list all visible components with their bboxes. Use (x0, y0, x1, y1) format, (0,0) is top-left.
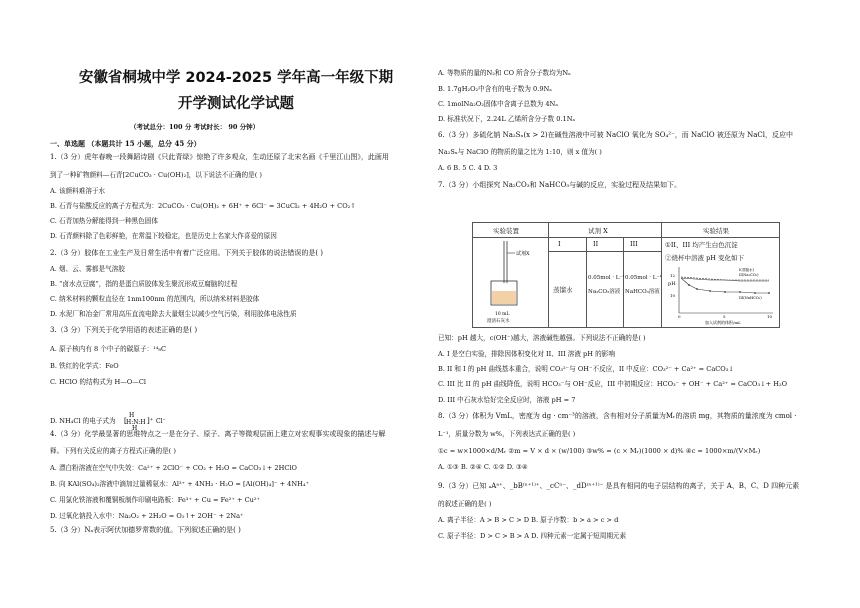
ph-chart (665, 263, 777, 325)
curve-iii-points (688, 284, 770, 294)
question-8-stem: 8.（3 分）体积为 VmL，密度为 dg · cm⁻³的溶液，含有相对分子质量为Mᵣ的溶质 mg，其物质的量浓度为 cmol · (438, 412, 797, 420)
apparatus-label-volume: 10 mL (495, 312, 510, 317)
question-1-stem: 1.（3 分）虎年春晚一段舞蹈诗剧《只此青绿》惊艳了许多观众，生动还原了北宋名画《千里江山图》，此画用 (50, 153, 389, 161)
legend-i: I(蒸馏水) (739, 268, 755, 272)
table-header-reagent: 试剂 X (588, 227, 608, 235)
q1-option-b: B. 石青与盐酸反应的离子方程式为：2CuCO₃ · Cu(OH)₂ + 6H⁺ + 6Cl⁻ = 3CuCl₂ + 4H₂O + CO₂↑ (50, 202, 356, 210)
apparatus-label-limewater: 澄清石灰水 (487, 319, 510, 324)
curve-i (681, 277, 769, 280)
q2-option-d: D. 水泥厂和冶金厂常用高压直流电除去大量烟尘以减少空气污染，利用胶体电泳性质 (50, 310, 297, 318)
q5-option-b: B. 1.7gH₂O₂中含有的电子数为 0.9Nₐ (438, 85, 552, 93)
q3-option-c: C. HClO 的结构式为 H—O—Cl (50, 378, 146, 386)
q7-option-b: B. II 和 I 的 pH 曲线基本重合，说明 CO₃²⁻与 OH⁻不反应，II 中反应：CO₃²⁻ + Ca²⁺ = CaCO₃↓ (438, 365, 734, 373)
q7-option-d: D. III 中石灰水恰好完全反应时，溶液 pH = 7 (438, 396, 576, 404)
x-axis-label: 加入试剂的体积/mL (705, 320, 741, 325)
q8-expressions: ①c = w×1000×d/Mᵣ ②m = V × d × (w/100) ③w% = (c × Mᵣ)(1000 × d)% ④c = 1000×m/(V×Mᵣ) (438, 447, 761, 455)
question-4-stem-cont: 释。下列有关反应的离子方程式正确的是( ) (50, 447, 176, 455)
curve-ii (681, 278, 769, 281)
svg-text:Cl⁻: Cl⁻ (155, 418, 166, 425)
q5-option-d: D. 标准状况下，2.24L 乙烯所含分子数 0.1Nₐ (438, 115, 576, 123)
question-6-stem-cont: Na₂Sₓ与 NaClO 的物质的量之比为 1:10，则 x 值为( ) (438, 148, 602, 156)
question-9-stem-cont: 的叙述正确的是( ) (438, 500, 492, 508)
q3-option-b: B. 铁红的化学式：FeO (50, 362, 119, 370)
x-tick-10: 10 (767, 314, 773, 319)
question-7-stem: 7.（3 分）小组探究 Na₂CO₃和 NaHCO₃与碱的反应，实验过程及结果如下。 (438, 181, 682, 189)
q7-option-c: C. III 比 II 的 pH 曲线降低，说明 HCO₃⁻与 OH⁻反应，III 中初期反应：HCO₃⁻ + OH⁻ + Ca²⁺ = CaCO₃↓+ H₂O (438, 380, 788, 388)
q6-options: A. 6 B. 5 C. 4 D. 3 (438, 164, 498, 172)
q4-option-d: D. 过氧化钠投入水中：Na₂O₂ + 2H₂O = O₂↑+ 2OH⁻ + 2Na⁺ (50, 512, 244, 520)
table-subheader-i: I (558, 240, 561, 248)
exam-title-line2: 开学测试化学试题 (178, 96, 294, 112)
q1-option-c: C. 石青加热分解能得到一种黑色固体 (50, 217, 158, 225)
q1-option-d: D. 石青颜料除了色彩鲜艳，在常温下较稳定，也是历史上名家大作喜爱的原因 (50, 232, 277, 240)
table-subheader-ii: II (593, 240, 599, 248)
q2-option-c: C. 纳米材料的颗粒直径在 1nm100nm 的范围内，所以纳米材料是胶体 (50, 295, 260, 303)
question-4-stem: 4.（3 分）化学最显著的思维特点之一是在分子、原子、离子等微观层面上建立对宏观事实或现象的描述与解 (50, 430, 386, 438)
question-9-stem: 9.（3 分）已知 ₐAᵃ⁺、_bB⁽ⁿ⁺¹⁾⁺、_cCⁿ⁻、_dD⁽ⁿ⁺¹⁾⁻ 是具有相同的电子层结构的离子，关于 A、B、C、D 四种元素 (438, 482, 800, 490)
q1-option-a: A. 该颜料难溶于水 (50, 187, 106, 195)
table-subheader-iii: III (630, 240, 638, 248)
experiment-table (472, 222, 780, 328)
q5-option-c: C. 1molNa₂O₂固体中含离子总数为 4Nₐ (438, 100, 558, 108)
q3-option-a: A. 原子核内有 8 个中子的碳原子：¹⁴₈C (50, 345, 167, 353)
table-header-apparatus: 实验装置 (493, 227, 519, 235)
legend-ii: II(Na₂CO₃) (739, 273, 759, 277)
y-tick-12: 12 (670, 273, 676, 278)
svg-text:H: H (128, 412, 134, 419)
question-8-stem-cont: L⁻¹，质量分数为 w%，下列表达式正确的是( ) (438, 430, 576, 438)
q3-option-d-text: D. NH₄Cl 的电子式为 (50, 417, 116, 425)
svg-text:]⁺: ]⁺ (146, 417, 154, 425)
svg-text:H: H (131, 425, 137, 431)
x-tick-0: 0 (678, 314, 681, 319)
q4-option-b: B. 向 KAl(SO₄)₂溶液中滴加过量稀氨水：Al³⁺ + 4NH₃ · H₂O = [Al(OH)₄]⁻ + 4NH₄⁺ (50, 480, 310, 488)
svg-text:[: [ (123, 417, 127, 425)
table-header-result: 实验结果 (703, 227, 729, 235)
q4-option-a: A. 漂白粉溶液在空气中失效：Ca²⁺ + 2ClO⁻ + CO₂ + H₂O = CaCO₃↓+ 2HClO (50, 464, 297, 472)
question-6-stem: 6.（3 分）多硫化钠 Na₂Sₓ(x > 2)在碱性溶液中可被 NaClO 氧化为 SO₄²⁻，而 NaClO 被还原为 NaCl，反应中 (438, 131, 793, 139)
q2-option-a: A. 烟、云、雾都是气溶胶 (50, 265, 125, 273)
result-1: ①II、III 均产生白色沉淀 (665, 241, 738, 249)
y-tick-10: 10 (670, 293, 676, 298)
x-tick-5: 5 (723, 314, 726, 319)
question-2-stem: 2.（3 分）胶体在工业生产及日常生活中有着广泛应用。下列关于胶体的说法错误的是( ) (50, 249, 324, 257)
q9-options-ab: A. 离子半径：A > B > C > D B. 原子序数：b > a > c > d (438, 516, 619, 524)
exam-title-line1: 安徽省桐城中学 2024-2025 学年高一年级下期 (78, 70, 394, 86)
reagent-i: 蒸馏水 (553, 286, 573, 294)
result-2: ②烧杯中溶液 pH 变化如下 (665, 254, 744, 262)
legend-iii: III(NaHCO₃) (739, 296, 762, 300)
section-heading: 一、单选题 （本题共计 15 小题，总分 45 分） (50, 139, 201, 148)
reagent-ii-conc: 0.05mol · L⁻¹ (588, 275, 625, 281)
apparatus-drawing (481, 239, 545, 325)
q9-options-cd: C. 原子半径：D > C > B > A D. 四种元素一定属于短周期元素 (438, 532, 627, 540)
q5-option-a: A. 等物质的量的N₂和 CO 所含分子数均为Nₐ (438, 69, 571, 77)
q2-option-b: B. “卤水点豆腐”，指的是蛋白质胶体发生聚沉形成豆腐脑的过程 (50, 280, 238, 288)
question-1-stem-cont: 到了一种矿物颜料—石青[2CuCO₃ · Cu(OH)₂]，以下说法不正确的是( ) (50, 171, 262, 179)
question-3-stem: 3.（3 分）下列关于化学用语的表述正确的是( ) (50, 326, 198, 334)
reagent-ii: Na₂CO₃溶液 (588, 289, 621, 295)
exam-info: （考试总分：100 分 考试时长： 90 分钟） (130, 123, 260, 131)
q7-known: 已知：pH 越大，c(OH⁻)越大，溶液碱性越强。下列说法不正确的是( ) (438, 334, 646, 342)
reagent-iii-conc: 0.05mol · L⁻¹ (625, 275, 662, 281)
apparatus-label-reagent: 试剂X (516, 251, 530, 257)
q4-option-c: C. 用氯化铁溶液和覆铜板制作印刷电路板：Fe³⁺ + Cu = Fe²⁺ + Cu²⁺ (50, 496, 261, 504)
question-5-stem: 5.（3 分）Nₐ表示阿伏加德罗常数的值。下列叙述正确的是( ) (50, 526, 241, 534)
y-axis-label: pH (668, 281, 676, 287)
reagent-iii: NaHCO₃溶液 (625, 289, 660, 295)
q7-option-a: A. I 是空白实验，排除因体积变化对 II、III 溶液 pH 的影响 (438, 350, 615, 358)
q8-options: A. ①③ B. ②④ C. ①② D. ③④ (438, 463, 528, 471)
svg-text:H:N:H: H:N:H (125, 419, 146, 426)
